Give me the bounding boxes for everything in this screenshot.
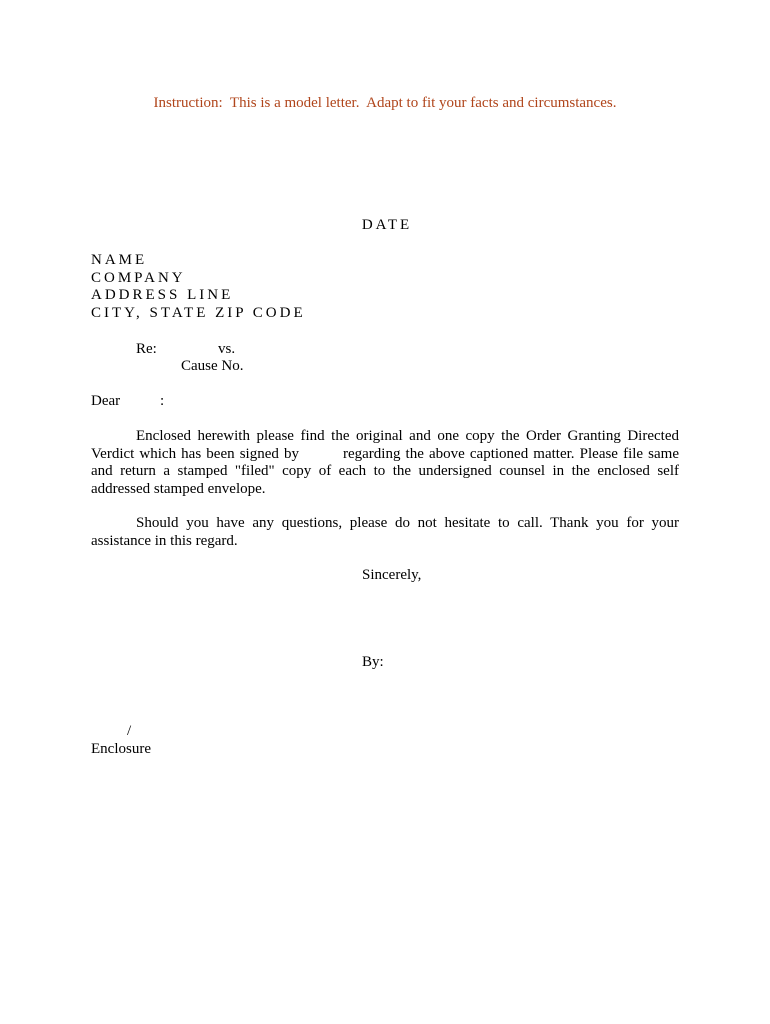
re-cause-no: Cause No.	[181, 358, 244, 374]
body-paragraph-1	[91, 428, 679, 498]
paragraph-1-part-b: regarding the above captioned matter. Please file same and return a stamped "filed" copy of each to the undersigned counsel in the enclosed self addressed stamped envelope.	[91, 445, 679, 497]
re-label: Re:	[136, 341, 157, 357]
date-line: DATE	[361, 217, 413, 233]
re-vs: vs.	[218, 341, 236, 357]
recipient-city-state-zip: CITY, STATE ZIP CODE	[91, 305, 306, 321]
initials-slash: /	[127, 723, 132, 739]
enclosure-note: Enclosure	[91, 741, 151, 757]
salutation-dear: Dear	[91, 393, 121, 409]
recipient-company: COMPANY	[91, 270, 186, 286]
closing-sincerely: Sincerely,	[362, 567, 422, 583]
salutation-colon: :	[160, 393, 165, 409]
recipient-name: NAME	[91, 252, 148, 268]
body-paragraph-2: Should you have any questions, please do not hesitate to call. Thank you for your assistance in this regard.	[91, 515, 679, 549]
signature-by: By:	[362, 654, 384, 670]
instruction-note: Instruction: This is a model letter. Adapt to fit your facts and circumstances.	[153, 95, 617, 111]
paragraph-1-part-a: Enclosed herewith please find the original and one copy the Order Granting Directed Verdict which has been signed by	[91, 428, 679, 462]
recipient-address-line: ADDRESS LINE	[91, 287, 234, 303]
